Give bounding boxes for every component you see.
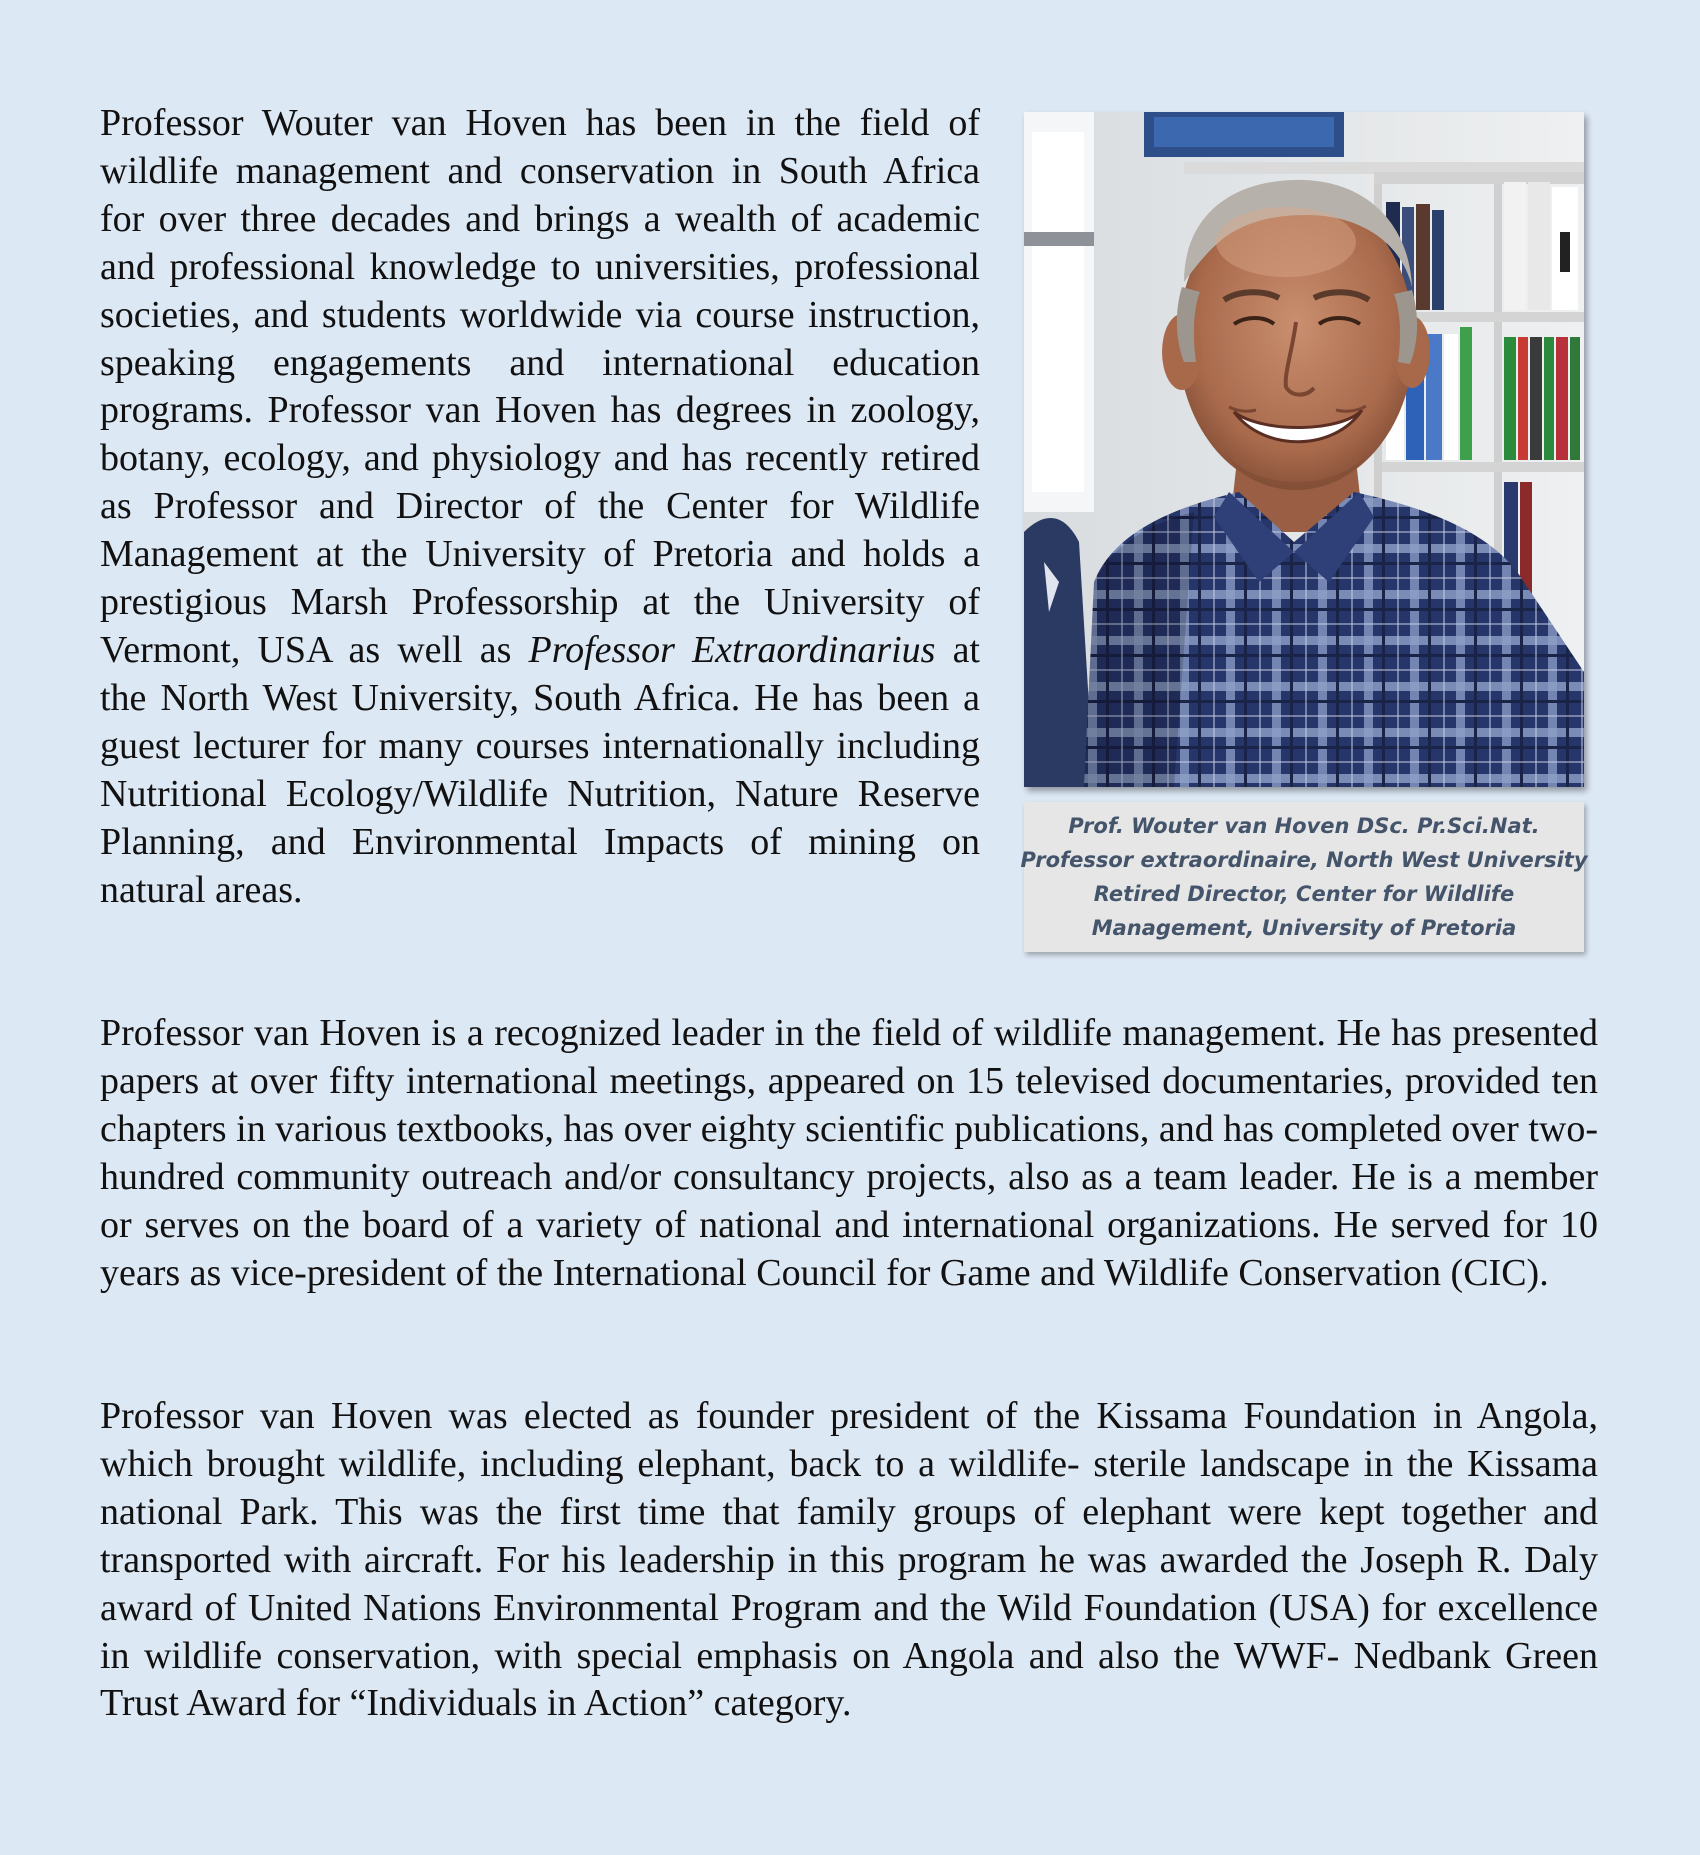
portrait-photo [1024,112,1584,787]
bio-paragraph-3: Professor van Hoven was elected as founder president of the Kissama Foundation in Angola, which brought wildlife, including elephant, back to a wildlife- sterile landscape in the Kissama national Park. This was the first time that family groups of elephant were kept together and transported with aircraft. For his leadership in this program he was awarded the Joseph R. Daly award of United Nations Environmental Program and the Wild Foundation (USA) for excellence in wildlife conservation, with special emphasis on Angola and also the WWF- Nedbank Green Trust Award for “Individuals in Action” category. [100,1395,1598,1725]
caption-role-line: Retired Director, Center for Wildlife [1093,882,1515,906]
para1-text-end: at the North West University, South Africa. He has been a guest lecturer for many courses internationally including Nutritional Ecology/Wildlife Nutrition, Nature Reserve Planning, and Environmental Impacts of mining on natural areas. [100,628,980,911]
para1-text-start: Professor Wouter van Hoven has been in the field of wildlife management and conservation in South Africa for over three decades and brings a wealth of academic and professional knowledge to universities, professional societies, and students worldwide via course instruction, speaking engagements and international education programs. Professor van Hoven has degrees in zoology, botany, ecology, and physiology and has recently retired as Professor and Director of the Center for Wildlife Management at the University of Pretoria and holds a prestigious Marsh Professorship at the University of Vermont, USA as well as [100,102,980,671]
bio-paragraph-2: Professor van Hoven is a recognized leader in the field of wildlife management. He has presented papers at over fifty international meetings, appeared on 15 televised documentaries, provided ten chapters in various textbooks, has over eighty scientific publications, and has completed over two-hundred community outreach and/or consultancy projects, also as a team leader. He is a member or serves on the board of a variety of national and international organizations. He served for 10 years as vice-president of the International Council for Game and Wildlife Conservation (CIC). [100,1012,1598,1294]
caption-title-line: Professor extraordinaire, North West University [1020,848,1588,872]
bio-paragraph-1 [100,100,980,914]
photo-caption [1020,802,1588,952]
caption-institution-line: Management, University of Pretoria [1091,916,1517,940]
portrait-illustration [1024,112,1584,787]
para1-italic-title: Professor Extraordinarius [528,628,936,671]
caption-name-line: Prof. Wouter van Hoven DSc. Pr.Sci.Nat. [1068,814,1540,838]
